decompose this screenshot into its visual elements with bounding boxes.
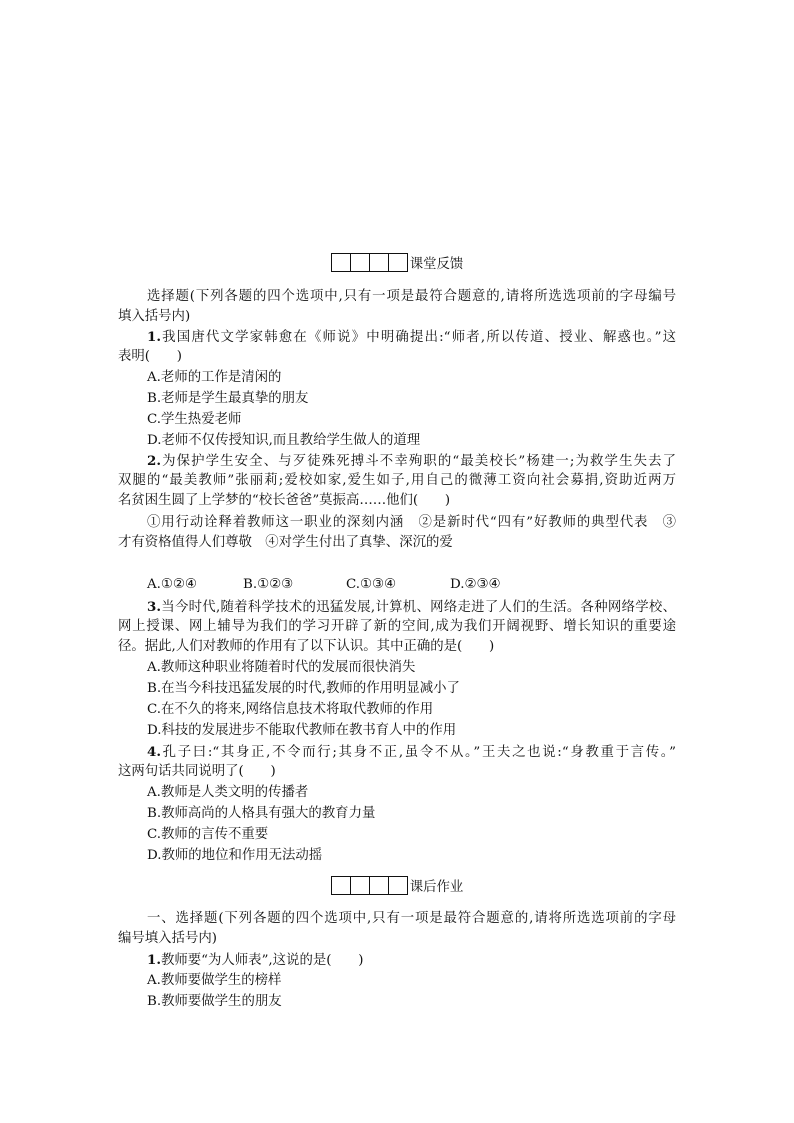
question-text: 3.当今时代,随着科学技术的迅猛发展,计算机、网络走进了人们的生活。各种网络学校、 xyxy=(147,599,676,615)
question-number: 1. xyxy=(147,952,161,968)
question-text: 4.孔子曰:“其身正,不令而行;其身不正,虽令不从。”王夫之也说:“身教重于言传。” xyxy=(147,744,676,760)
option: A.教师是人类文明的传播者 xyxy=(147,785,309,800)
option: B.在当今科技迅猛发展的时代,教师的作用明显减小了 xyxy=(147,681,460,696)
section-title: 课后作业 xyxy=(409,879,464,895)
option: C.教师的言传不重要 xyxy=(147,827,269,842)
option: D.教师的地位和作用无法动摇 xyxy=(147,848,323,863)
question-number: 3. xyxy=(147,599,161,615)
section-header-classroom-feedback xyxy=(0,251,794,273)
question-number: 2. xyxy=(147,453,161,469)
question-number: 1. xyxy=(147,329,161,345)
question-text: 双腿的“最美教师”张丽莉;爱校如家,爱生如子,用自己的微薄工资向社会募捐,资助近两万 xyxy=(118,473,676,488)
section-title: 课堂反馈 xyxy=(409,256,464,272)
question-text: 网上授课、网上辅导为我们的学习开辟了新的空间,成为我们开阔视野、增长知识的重要途 xyxy=(118,619,676,634)
instruction-line: 编号填入括号内) xyxy=(118,931,217,946)
question-text: 1.教师要“为人师表”,这说的是( ) xyxy=(147,952,364,968)
header-boxes xyxy=(331,876,408,895)
option: B.教师要做学生的朋友 xyxy=(147,994,282,1009)
option: C.在不久的将来,网络信息技术将取代教师的作用 xyxy=(147,702,434,717)
option: A.①②④ xyxy=(147,577,197,592)
instruction-line: 一、选择题(下列各题的四个选项中,只有一项是最符合题意的,请将所选选项前的字母 xyxy=(147,911,676,926)
section-header-homework xyxy=(0,874,794,896)
question-text: 1.我国唐代文学家韩愈在《师说》中明确提出:“师者,所以传道、授业、解惑也。”这 xyxy=(147,329,676,345)
option: A.教师这种职业将随着时代的发展而很快消失 xyxy=(147,660,416,675)
question-number: 4. xyxy=(147,744,161,760)
option: D.老师不仅传授知识,而且教给学生做人的道理 xyxy=(147,433,421,448)
option: B.①②③ xyxy=(243,577,294,592)
header-boxes xyxy=(331,253,408,272)
instruction-line: 选择题(下列各题的四个选项中,只有一项是最符合题意的,请将所选选项前的字母编号 xyxy=(147,289,676,304)
statement-line: ①用行动诠释着教师这一职业的深刻内涵 ②是新时代“四有”好教师的典型代表 ③ xyxy=(147,515,676,530)
option: A.老师的工作是清闲的 xyxy=(147,370,282,385)
question-text: 表明( ) xyxy=(118,349,183,364)
question-text: 2.为保护学生安全、与歹徒殊死搏斗不幸殉职的“最美校长”杨建一;为救学生失去了 xyxy=(147,453,676,469)
statement-line: 才有资格值得人们尊敬 ④对学生付出了真挚、深沉的爱 xyxy=(118,535,453,550)
option: B.教师高尚的人格具有强大的教育力量 xyxy=(147,806,376,821)
option: C.①③④ xyxy=(346,577,397,592)
option: D.②③④ xyxy=(450,577,501,592)
question-text: 径。据此,人们对教师的作用有了以下认识。其中正确的是( ) xyxy=(118,639,495,654)
option: D.科技的发展进步不能取代教师在教书育人中的作用 xyxy=(147,723,457,738)
option: C.学生热爱老师 xyxy=(147,412,242,427)
option: A.教师要做学生的榜样 xyxy=(147,973,282,988)
option: B.老师是学生最真挚的朋友 xyxy=(147,391,309,406)
question-text: 名贫困生圆了上学梦的“校长爸爸”莫振高……他们( ) xyxy=(118,493,451,508)
question-text: 这两句话共同说明了( ) xyxy=(118,764,276,779)
instruction-line: 填入括号内) xyxy=(118,309,191,324)
